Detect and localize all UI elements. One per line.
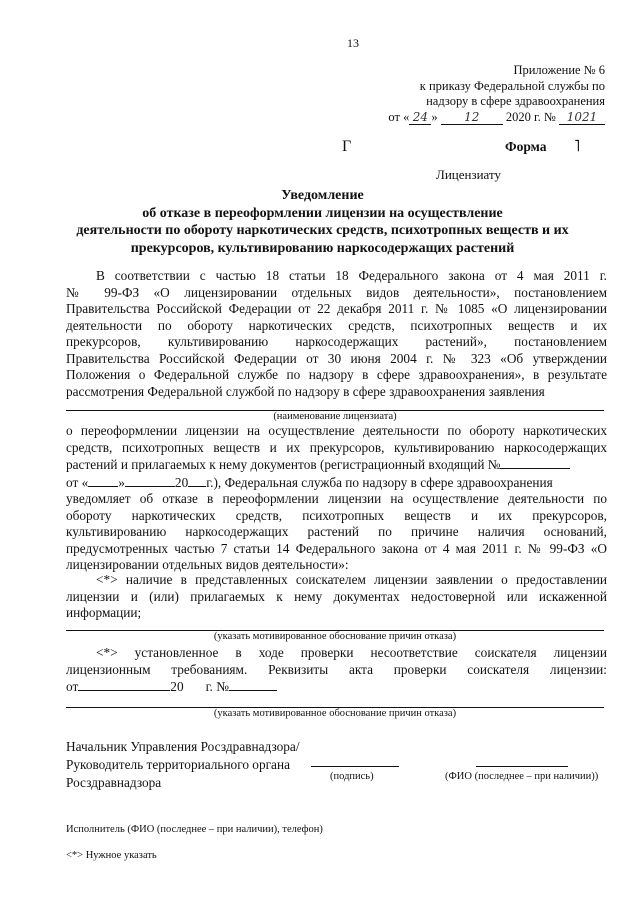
annex-date-line (380, 110, 605, 126)
annex-number: 1021 (559, 111, 605, 125)
annex-year: 2020 г. № (505, 109, 556, 124)
spacer (184, 679, 206, 691)
date-open: от « (66, 474, 89, 490)
annex-line-3: надзору в сфере здравоохранения (426, 94, 605, 108)
act-number-blank (229, 678, 277, 691)
fio-line (476, 766, 568, 767)
text-line-act-date (66, 678, 607, 696)
text-line-reg-number (66, 456, 607, 474)
signature-line (311, 766, 399, 767)
title-line-3: деятельности по обороту наркотических средств, психотропных веществ и их (76, 223, 569, 238)
paragraph-reason-1 (66, 572, 607, 622)
signatory-block (66, 738, 300, 792)
caption-licensee: (наименование лицензиата) (273, 411, 397, 422)
page-number: 13 (347, 36, 359, 50)
act-date-blank (78, 678, 170, 691)
act-date-label: от (66, 679, 79, 694)
text-line: лицензионным требованиям. Реквизиты акта проверки соискателя лицензии: (66, 661, 607, 677)
text-line: деятельности по обороту наркотических средств, психотропных веществ и их (66, 317, 607, 333)
title-line-2: об отказе в переоформлении лицензии на осуществление (142, 205, 503, 221)
year-prefix: 20 (174, 474, 189, 490)
date-prefix: от « (388, 109, 410, 124)
annex-line-1: Приложение № 6 (513, 63, 605, 77)
annex-day: 24 (409, 111, 431, 125)
form-label: Форма (505, 139, 547, 154)
date-tail: г.), Федеральная служба по надзору в сфере здравоохранения (206, 474, 553, 490)
caption-reason-2: (указать мотивированное обоснование причин отказа) (213, 708, 457, 719)
executor-line: Исполнитель (ФИО (последнее – при наличии), телефон) (66, 824, 323, 835)
document-title (60, 187, 585, 257)
signatory-line-2: Руководитель территориального органа (66, 757, 290, 772)
text-line: культивированию наркосодержащих растений по причине наличия оснований, (66, 524, 607, 539)
signatory-line-3: Росздравнадзора (66, 775, 162, 790)
annex-header (380, 63, 605, 125)
caption-signature: (подпись) (330, 771, 374, 782)
text-line: Положения о Федеральной службе по надзору в сфере здравоохранения», в результате (66, 367, 607, 382)
text-line: Правительства Российской Федерации от 30 июня 2004 г. № 323 «Об утверждении (66, 350, 607, 366)
addressee: Лицензиату (436, 167, 501, 182)
text-line: предусмотренных частью 7 статьи 14 Федерального закона от 4 мая 2011 г. № 99-ФЗ «О (66, 540, 607, 556)
reg-number-label: растений и прилагаемых к нему документов (регистрационный входящий № (66, 457, 501, 472)
date-mid: » (431, 109, 438, 124)
date-close: » (118, 474, 125, 490)
paragraph-refusal (66, 423, 607, 574)
form-bracket-left: Г (342, 138, 352, 155)
day-blank (88, 474, 118, 487)
act-number-label: г. № (205, 679, 229, 694)
text-line: <*> установленное в ходе проверки несоответствие соискателя лицензии (96, 645, 607, 660)
paragraph-legal-basis (66, 268, 607, 400)
form-bracket-right: ˥ (574, 138, 581, 155)
text-line: средств, психотропных веществ и их прекурсоров, культивированию наркосодержащих (66, 439, 607, 455)
reg-number-blank (500, 456, 570, 469)
month-blank (125, 474, 175, 487)
text-line: информации; (66, 605, 142, 620)
text-line: о переоформлении лицензии на осуществление деятельности по обороту наркотических (66, 423, 607, 438)
text-line: прекурсоров, культивированию наркосодержащих растений», постановлением (66, 334, 607, 349)
caption-fio: (ФИО (последнее – при наличии)) (445, 771, 599, 782)
annex-month: 12 (441, 111, 503, 125)
annex-line-2: к приказу Федеральной службы по (419, 78, 605, 93)
signatory-line-1: Начальник Управления Росздравнадзора/ (66, 739, 300, 754)
text-line: В соответствии с частью 18 статьи 18 Федерального закона от 4 мая 2011 г. (96, 268, 607, 283)
text-line: № 99-ФЗ «О лицензировании отдельных видов деятельности», постановлением (66, 284, 607, 300)
title-line-4: прекурсоров, культивированию наркосодержащих растений (130, 240, 515, 256)
text-line-date (66, 474, 607, 492)
paragraph-reason-2 (66, 645, 607, 696)
footnote: <*> Нужное указать (66, 850, 157, 861)
act-year: 20 (170, 679, 184, 694)
text-line: Правительства Российской Федерации от 22 декабря 2011 г. № 1085 «О лицензировании (66, 301, 607, 316)
text-line: уведомляет об отказе в переоформлении лицензии на осуществление деятельности по (66, 491, 607, 506)
title-line-1: Уведомление (281, 188, 364, 203)
year-blank (188, 474, 206, 487)
text-line: лицензии и (или) прилагаемых к нему документах недостоверной или искаженной (66, 588, 607, 604)
text-line: обороту наркотических средств, психотропных веществ и их прекурсоров, (66, 507, 607, 523)
text-line: рассмотрения Федеральной службой по надзору в сфере здравоохранения заявления (66, 383, 545, 399)
text-line: <*> наличие в представленных соискателем лицензии заявлении о предоставлении (96, 572, 607, 587)
caption-reason-1: (указать мотивированное обоснование причин отказа) (213, 631, 457, 642)
text-line: лицензировании отдельных видов деятельности»: (66, 557, 349, 572)
